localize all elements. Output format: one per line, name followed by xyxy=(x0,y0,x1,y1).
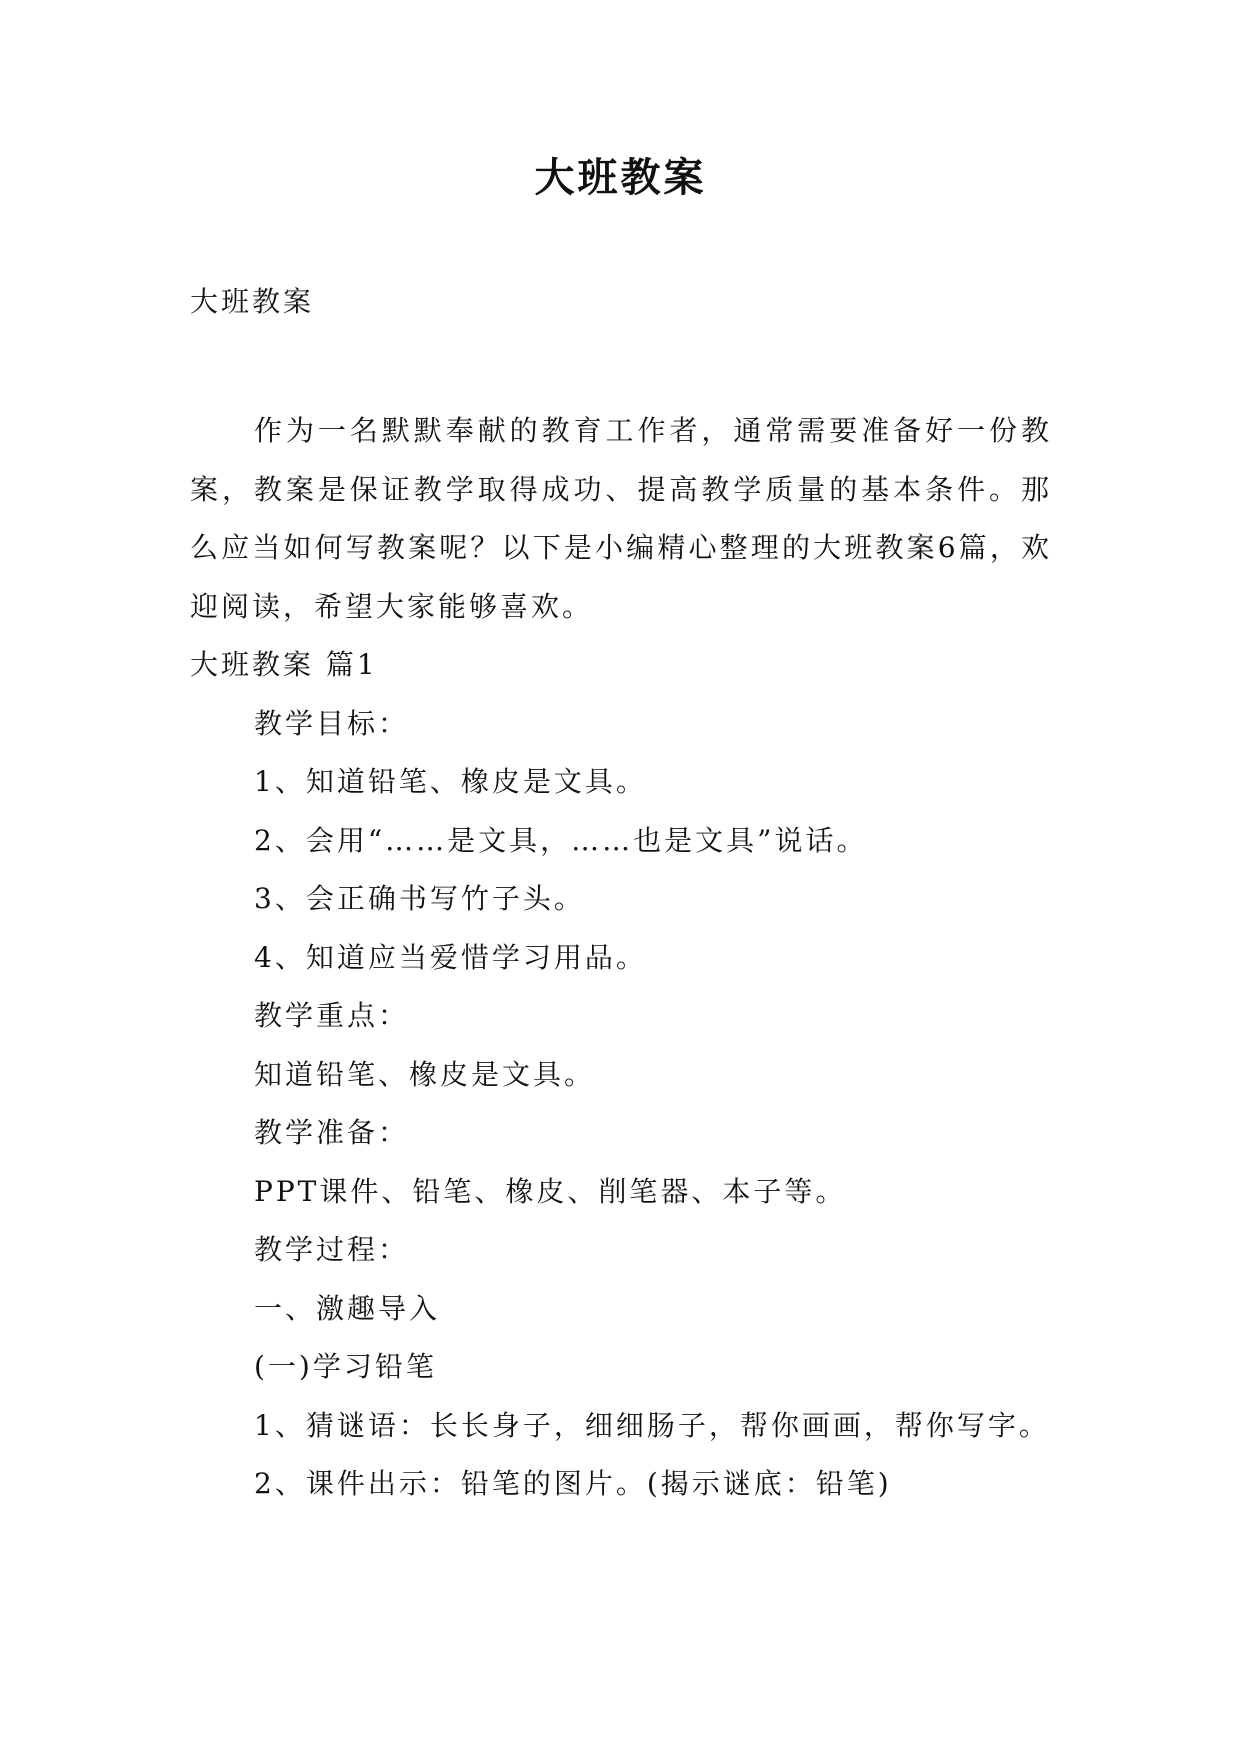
teaching-preparation-text: PPT课件、铅笔、橡皮、削笔器、本子等。 xyxy=(254,1174,847,1208)
goal-item: 1、知道铅笔、橡皮是文具。 xyxy=(254,765,647,798)
process-step-heading: 一、激趣导入 xyxy=(254,1291,441,1325)
riddle-paragraph: 1、猜谜语：长长身子，细细肠子，帮你画画，帮你写字。 xyxy=(254,1408,1050,1442)
document-content xyxy=(190,402,1052,1514)
teaching-preparation-heading: 教学准备： xyxy=(254,1116,410,1149)
section-heading: 大班教案 篇1 xyxy=(190,648,378,681)
goal-item: 2、会用“……是文具，……也是文具”说话。 xyxy=(254,823,868,857)
teaching-focus-heading: 教学重点： xyxy=(254,999,410,1032)
teaching-goals-heading: 教学目标： xyxy=(254,706,410,740)
intro-paragraph: 作为一名默默奉献的教育工作者，通常需要准备好一份教案，教案是保证教学取得成功、提高教学质量的基本条件。那么应当如何写教案呢？以下是小编精心整理的大班教案6篇，欢迎阅读，希望大家能够喜欢。 xyxy=(190,414,1052,623)
teaching-focus-text: 知道铅笔、橡皮是文具。 xyxy=(254,1057,596,1091)
goal-item: 4、知道应当爱惜学习用品。 xyxy=(254,940,647,974)
goal-item: 3、会正确书写竹子头。 xyxy=(254,882,585,915)
process-substep-heading: (一)学习铅笔 xyxy=(254,1350,437,1383)
document-subtitle: 大班教案 xyxy=(190,285,315,318)
courseware-line: 2、课件出示：铅笔的图片。(揭示谜底：铅笔) xyxy=(254,1467,892,1500)
teaching-process-heading: 教学过程： xyxy=(254,1233,410,1266)
document-title: 大班教案 xyxy=(534,154,707,201)
